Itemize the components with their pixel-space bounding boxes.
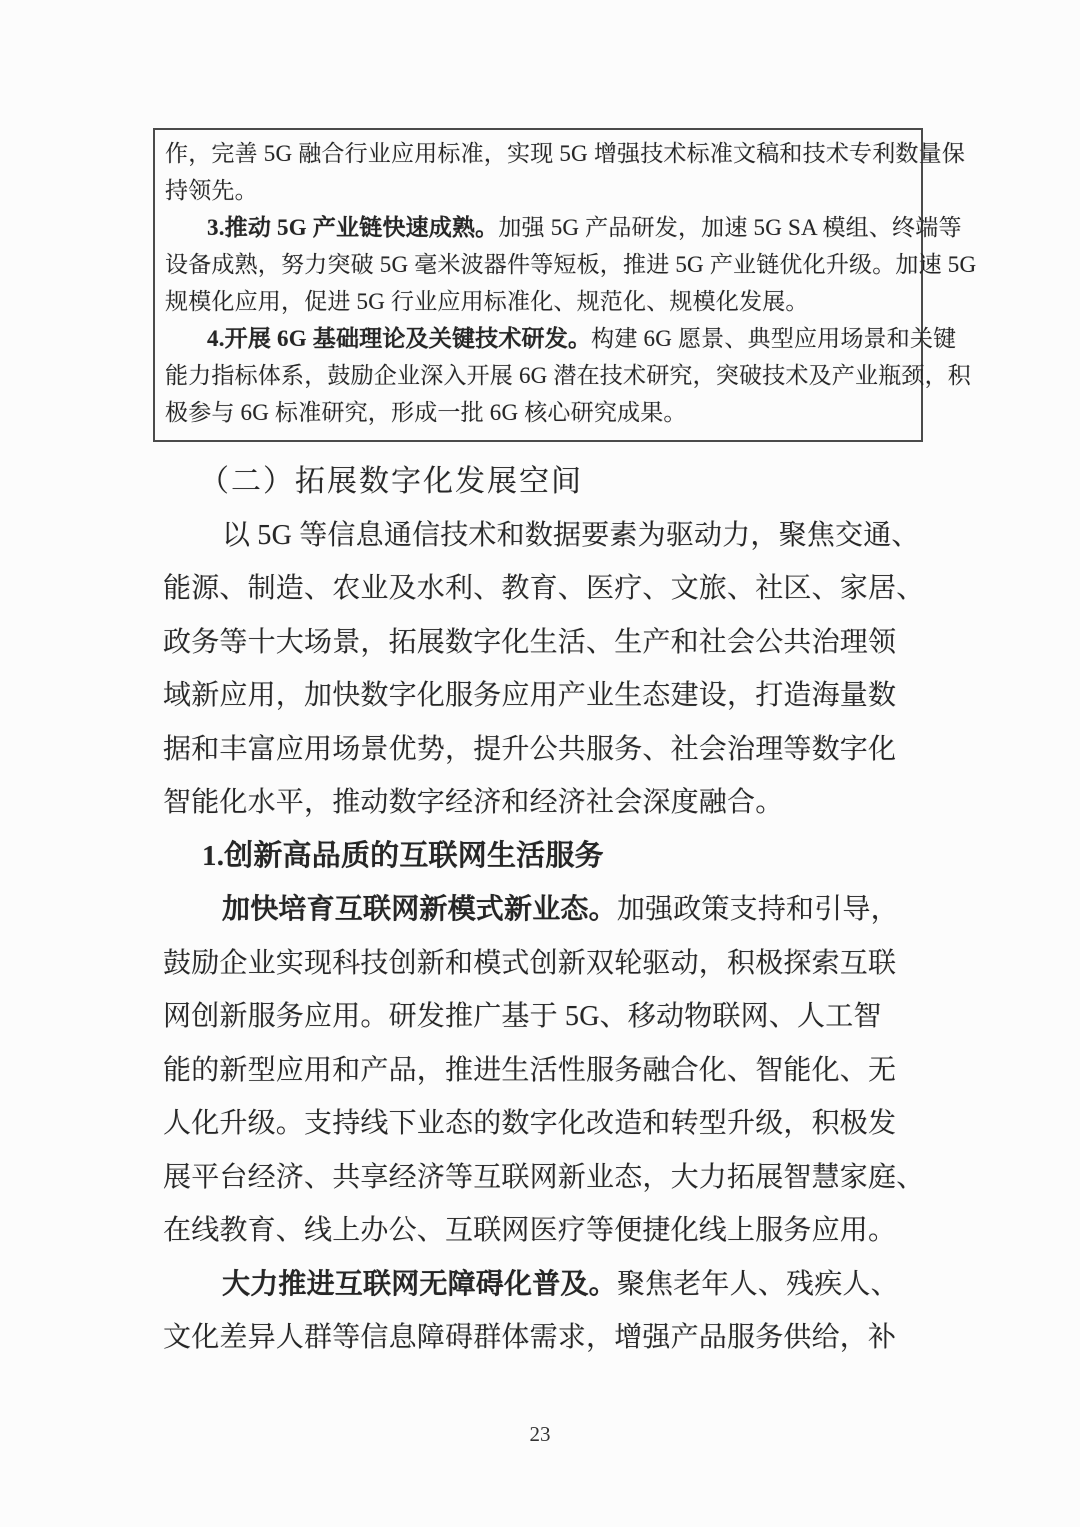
text-segment: 展平台经济、共享经济等互联网新业态，大力拓展智慧家庭、 [163, 1161, 925, 1193]
text-segment: 能源、制造、农业及水利、教育、医疗、文旅、社区、家居、 [163, 573, 925, 604]
text-line [163, 1204, 963, 1258]
text-line [163, 937, 963, 991]
text-segment: 持领先。 [165, 178, 258, 203]
text-segment: 人化升级。支持线下业态的数字化改造和转型升级，积极发 [163, 1108, 897, 1139]
text-segment: （二）拓展数字化发展空间 [199, 465, 583, 498]
text-line [165, 209, 962, 246]
text-line [165, 172, 913, 209]
text-line [163, 883, 963, 937]
bold-text-segment: 4.开展 6G 基础理论及关键技术研发。 [207, 326, 592, 351]
text-line [163, 1097, 963, 1151]
bold-text-segment: 3.推动 5G 产业链快速成熟。 [207, 215, 499, 240]
bold-text-segment: 加快培育互联网新模式新业态。 [222, 894, 617, 925]
kai-heading [163, 455, 963, 509]
text-line [163, 723, 963, 777]
text-segment: 规模化应用，促进 5G 行业应用标准化、规范化、规模化发展。 [165, 289, 809, 314]
text-line [165, 320, 957, 357]
bold-heading [163, 830, 963, 884]
text-segment: 以 5G 等信息通信技术和数据要素为驱动力，聚焦交通、 [222, 519, 920, 551]
text-line [163, 669, 963, 723]
text-segment: 作，完善 5G 融合行业应用标准，实现 5G 增强技术标准文稿和技术专利数量保 [165, 141, 966, 166]
text-segment: 智能化水平，推动数字经济和经济社会深度融合。 [163, 787, 784, 818]
bold-text-segment: 大力推进互联网无障碍化普及。 [222, 1268, 617, 1300]
text-segment: 加强政策支持和引导， [616, 894, 899, 925]
text-line [165, 283, 913, 320]
text-segment: 文化差异人群等信息障碍群体需求，增强产品服务供给，补 [163, 1322, 897, 1353]
text-segment: 能力指标体系，鼓励企业深入开展 6G 潜在技术研究，突破技术及产业瓶颈，积 [165, 363, 972, 388]
text-segment: 在线教育、线上办公、互联网医疗等便捷化线上服务应用。 [163, 1215, 897, 1246]
bold-text-segment: 1.创新高品质的互联网生活服务 [202, 839, 604, 872]
text-segment: 域新应用，加快数字化服务应用产业生态建设，打造海量数 [163, 680, 897, 711]
text-line [163, 1151, 963, 1205]
text-segment: 聚焦老年人、残疾人、 [616, 1268, 899, 1300]
text-segment: 加强 5G 产品研发，加速 5G SA 模组、终端等 [498, 215, 962, 240]
text-line [163, 1258, 963, 1312]
text-line [165, 357, 972, 394]
text-segment: 设备成熟，努力突破 5G 毫米波器件等短板，推进 5G 产业链优化升级。加速 5G [165, 252, 977, 277]
quote-box [153, 128, 977, 442]
text-line [163, 1311, 963, 1365]
body-text [163, 455, 963, 1365]
text-line [165, 246, 977, 283]
text-line [165, 135, 966, 172]
text-line [165, 394, 913, 431]
text-line [163, 616, 963, 670]
text-line [163, 990, 963, 1044]
text-segment: 构建 6G 愿景、典型应用场景和关键 [591, 326, 957, 351]
text-segment: 鼓励企业实现科技创新和模式创新双轮驱动，积极探索互联 [163, 947, 897, 979]
text-line [163, 776, 963, 830]
text-segment: 政务等十大场景，拓展数字化生活、生产和社会公共治理领 [163, 626, 897, 658]
text-line [163, 509, 963, 563]
text-segment: 极参与 6G 标准研究，形成一批 6G 核心研究成果。 [165, 400, 687, 425]
text-segment: 据和丰富应用场景优势，提升公共服务、社会治理等数字化 [163, 733, 897, 765]
text-line [163, 1044, 963, 1098]
text-segment: 能的新型应用和产品，推进生活性服务融合化、智能化、无 [163, 1054, 897, 1086]
text-segment: 网创新服务应用。研发推广基于 5G、移动物联网、人工智 [163, 1001, 882, 1032]
page-number: 23 [529, 1422, 551, 1446]
text-line [163, 562, 963, 616]
